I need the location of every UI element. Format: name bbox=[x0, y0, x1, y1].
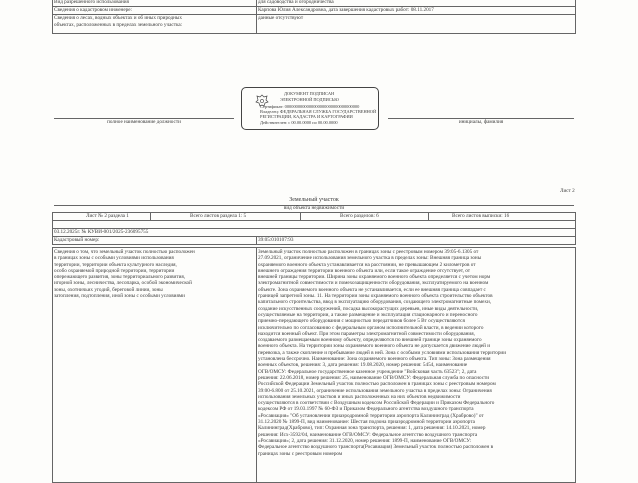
encumbrance-value-line: создание искусственных сооружений, посадка высокорастущих деревьев, иные виды деятельности, bbox=[258, 305, 479, 312]
row-label-natural-objects-line1: Сведения о лесах, водных объектах и об иных природных bbox=[54, 15, 182, 21]
row-label-permitted-use: Вид разрешенного использования bbox=[54, 0, 129, 5]
stamp-line: ДОКУМЕНТ ПОДПИСАН bbox=[284, 91, 335, 96]
encumbrance-value-line: установлена бессрочно. Наименование: Зона охраняемого военного объекта. Тип зоны: Зона размещения bbox=[258, 356, 491, 363]
encumbrance-value-line: Федеральное агентство воздушного транспорта(Росавиация) Земельный участок полностью расположен в bbox=[258, 444, 494, 451]
encumbrance-value-line: осуществляемые на территории, а также размещение и эксплуатация стационарного и переносного bbox=[258, 311, 478, 318]
encumbrance-label-line: особо охраняемой природной территории, территории bbox=[54, 267, 175, 274]
encumbrance-value-line: электромагнитной совместимости и помехозащищенности оборудования, эксплуатируемого на военном bbox=[258, 280, 489, 287]
encumbrance-value-line: перевозка, а также скопление и пребывание людей в ней. Зона с особыми условиями использования территории bbox=[258, 349, 506, 356]
electronic-signature-stamp bbox=[241, 87, 379, 130]
encumbrance-value-line: кодексом РФ от 19.03.1997 № 60-ФЗ и Приказом Федерального агентства воздушного транспорта bbox=[258, 406, 474, 413]
row-label-natural-objects-line2: объектах, расположенных в пределах земельного участка: bbox=[54, 22, 183, 28]
row-value-permitted-use: для садоводства и огородничества bbox=[258, 0, 334, 5]
sheet-number: Лист № 2 раздела 1 bbox=[86, 213, 129, 219]
encumbrance-value-line: Земельный участок полностью расположен в границах зоны с реестровым номером 39:05-6.1305 от bbox=[258, 249, 479, 255]
object-title: Земельный участок bbox=[289, 197, 339, 203]
sections-total: Всего разделов: 6 bbox=[340, 213, 379, 219]
extract-date-number: 03.12.2025г. № КУВИ-001/2025-236095755 bbox=[54, 229, 149, 235]
table-divider bbox=[52, 236, 576, 237]
encumbrance-label-line: затопления, подтопления, иной зоны с особыми условиями bbox=[54, 293, 185, 300]
stamp-line: Сертификат: 0000000000000000000000000000000000 bbox=[260, 104, 360, 109]
table-divider bbox=[52, 220, 576, 221]
cadastral-number-value: 39:05:010107:93 bbox=[258, 237, 294, 243]
encumbrance-value-line: решения: 22.06.2018, номер решения: 25, наименование ОГВ/ОМСУ: Федеральная служба по опасности bbox=[258, 374, 490, 381]
table-column-divider bbox=[256, 236, 257, 245]
encumbrance-value-line: решения: Исх-3592/04, наименование ОГВ/ОМСУ: Федеральное агентство воздушного транспорта bbox=[258, 431, 478, 438]
encumbrance-value-line: 31.12.2020 № 1899-П, вид наименование: Шестая подзона приаэродромной территории аэропорта bbox=[258, 419, 475, 426]
encumbrance-value-line: Российской Федерации Земельный участок полностью расположен в границах зоны с реестровым номером bbox=[258, 381, 496, 388]
encumbrance-value-line: охраняемого военного объекта устанавливается на расстоянии, не превышающем 2 километров от bbox=[258, 261, 476, 268]
encumbrance-label-line: игорной зоны, лесничества, лесопарка, особой экономической bbox=[54, 280, 192, 287]
stamp-line: Действителен: с 00.00.0000 по 00.00.0000 bbox=[260, 120, 338, 125]
table-column-divider bbox=[428, 212, 429, 220]
encumbrance-value-line: 39:00-6.800 от 25.10.2021, ограничение использования земельного участка в пределах зоны: Ограничения bbox=[258, 387, 492, 394]
encumbrance-label bbox=[54, 249, 254, 299]
encumbrance-value-line: исключительно по согласованию с федеральным органом исполнительной власти, в ведении которого bbox=[258, 324, 484, 331]
encumbrance-value-line: приемно-передающего оборудования с мощностью передатчиков более 5 Вт осуществляются bbox=[258, 318, 465, 325]
encumbrance-label-line: зоны, охотничьих угодий, береговой линии, зоны bbox=[54, 286, 163, 293]
row-value-natural-objects: данные отсутствуют bbox=[258, 15, 304, 21]
encumbrance-value-line: осуществляются в соответствии с Воздушным кодексом Российской Федерации и Приказом Федерального bbox=[258, 400, 495, 407]
encumbrance-value-line: 27.09.2021, ограничение использования земельного участка в пределах зоны: Внешняя граница зоны bbox=[258, 255, 482, 262]
stamp-line: РЕГИСТРАЦИИ, КАДАСТРА И КАРТОГРАФИИ bbox=[260, 114, 353, 119]
encumbrance-value-line: внешнего ограждения территории военного объекта или, если такое ограждение отсутствует, от bbox=[258, 267, 471, 274]
encumbrance-value-line: внешней границы территории. Ширина зоны охраняемого военного объекта определяется с учетом норм bbox=[258, 274, 491, 281]
encumbrance-value-line: военных объектов, решения: 3, дата решения: 19.08.2020, номер решения: 5454, наименование bbox=[258, 362, 468, 369]
encumbrance-value-line: находится военный объект. При этом параметры электромагнитной совместимости оборудования, bbox=[258, 330, 475, 337]
encumbrance-value-line: «Росавиация»; 2, дата решения: 31.12.2020, номер решения: 1899-П, наименование ОГВ/ОМСУ: bbox=[258, 437, 472, 444]
encumbrance-value-line: ОГВ/ОМСУ: Федеральное государственное казенное учреждение "Войсковая часть 63523"; 2, дата bbox=[258, 368, 477, 375]
row-label-cadastral-engineer: Сведения о кадастровом инженере: bbox=[54, 7, 132, 13]
encumbrance-label-line: в границах зоны с особыми условиями использования bbox=[54, 255, 174, 262]
encumbrance-value-line: использования земельных участков и иных расположенных на них объектов недвижимости bbox=[258, 393, 461, 400]
sheets-total: Всего листов выписки: 16 bbox=[452, 213, 510, 219]
encumbrance-value-line: создаваемого размещаемым военному объекту, определяются по внешней границе зоны охраняемого bbox=[258, 337, 482, 344]
name-caption: инициалы, фамилия bbox=[458, 119, 504, 125]
table-column-divider bbox=[256, 247, 257, 483]
encumbrance-value-line: капитального строительства, ввод в эксплуатацию оборудования, создающего электромагнитные помехи, bbox=[258, 299, 492, 306]
encumbrance-value-line: «Росавиация» "Об установлении приаэродромной территории аэропорта Калининград (Храброво)" от bbox=[258, 412, 484, 419]
table-column-divider bbox=[150, 212, 151, 220]
encumbrance-value bbox=[258, 249, 574, 457]
encumbrance-label-line: территории, территории объекта культурного наследия, bbox=[54, 261, 177, 268]
encumbrance-value-line: Калининград(Храброво), тип: Охранная зона транспорта, решения: 1, дата решения: 14.10.2021, номер bbox=[258, 425, 486, 432]
sheets-in-section: Всего листов раздела 1: 5 bbox=[190, 213, 247, 219]
row-value-cadastral-engineer: Карпова Юлия Александровна, дата завершения кадастровых работ: 08.11.2017 bbox=[258, 7, 434, 13]
encumbrance-value-line: границей запретной зоны. 11. На территории зоны охраняемого военного объекта строительство объектов bbox=[258, 293, 493, 300]
encumbrance-value-line: военного объекта. На территории зоны охраняемого военного объекта не допускается движение людей и bbox=[258, 343, 490, 350]
encumbrance-label-line: опережающего развития, зоны территориального развития, bbox=[54, 274, 186, 281]
stamp-line: Владелец: ФЕДЕРАЛЬНАЯ СЛУЖБА ГОСУДАРСТВЕННОЙ bbox=[260, 109, 377, 114]
cadastral-number-label: Кадастровый номер: bbox=[54, 237, 100, 243]
encumbrance-value-line: объекте. Зона охраняемого военного объекта не устанавливается, если ее внешняя граница совпадает с bbox=[258, 286, 486, 293]
table-column-divider bbox=[300, 212, 301, 220]
position-caption: полное наименование должности bbox=[107, 119, 181, 125]
page-label: Лист 2 bbox=[560, 188, 575, 194]
encumbrance-value-line: границах зоны с реестровым номером bbox=[258, 450, 343, 457]
object-subtitle: вид объекта недвижимости bbox=[283, 205, 345, 211]
encumbrance-label-line: Сведения о том, что земельный участок полностью расположен bbox=[54, 249, 195, 255]
stamp-line: ЭЛЕКТРОННОЙ ПОДПИСЬЮ bbox=[280, 97, 339, 102]
table-column-divider bbox=[256, 0, 257, 34]
